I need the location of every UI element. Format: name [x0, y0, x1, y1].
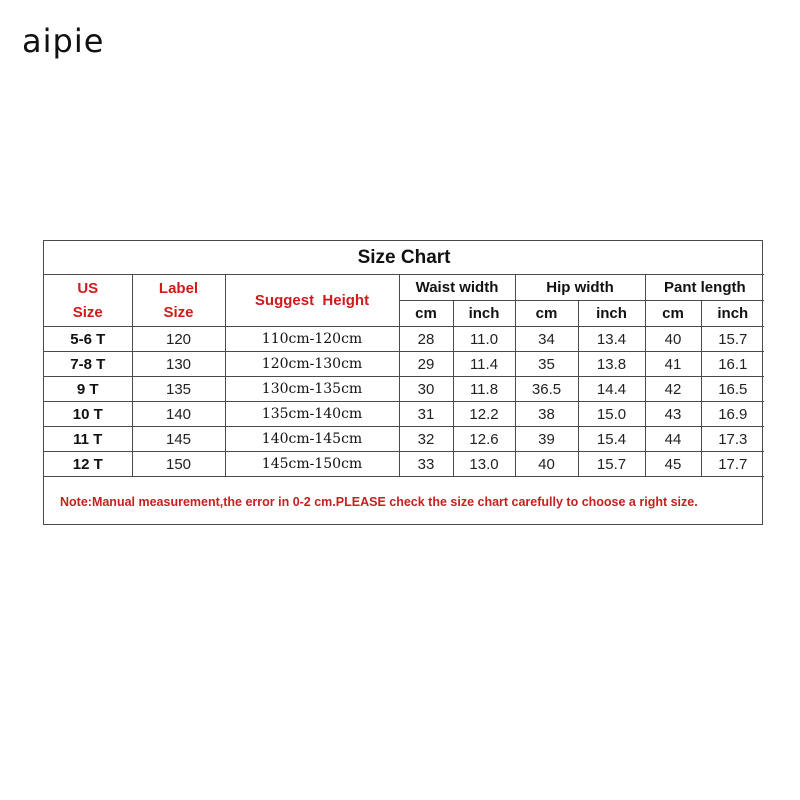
us-size-cell: 11 T	[44, 427, 132, 452]
pant-cm-cell: 43	[645, 402, 701, 427]
measurement-note: Note:Manual measurement,the error in 0-2 cm.PLEASE check the size chart carefully to choose a right size.	[44, 477, 764, 528]
us-size-cell: 7-8 T	[44, 352, 132, 377]
hip-cm-cell: 35	[515, 352, 578, 377]
hip-inch-cell: 14.4	[578, 377, 645, 402]
pant-cm-cell: 44	[645, 427, 701, 452]
header-waist-width: Waist width	[399, 275, 515, 301]
hip-inch-cell: 15.7	[578, 452, 645, 477]
header-pant-cm: cm	[645, 301, 701, 327]
header-us-size	[44, 275, 132, 327]
size-chart-table	[43, 240, 763, 525]
height-cell: 145cm-150cm	[225, 452, 399, 477]
table-row	[44, 377, 764, 402]
waist-inch-cell: 12.2	[453, 402, 515, 427]
header-label-size-line2: Size	[163, 303, 194, 321]
pant-cm-cell: 40	[645, 327, 701, 352]
table-row	[44, 402, 764, 427]
hip-cm-cell: 34	[515, 327, 578, 352]
waist-cm-cell: 30	[399, 377, 453, 402]
waist-cm-cell: 33	[399, 452, 453, 477]
pant-inch-cell: 17.3	[701, 427, 764, 452]
table-row	[44, 452, 764, 477]
hip-cm-cell: 38	[515, 402, 578, 427]
waist-inch-cell: 11.4	[453, 352, 515, 377]
label-size-cell: 140	[132, 402, 225, 427]
label-size-cell: 150	[132, 452, 225, 477]
waist-cm-cell: 29	[399, 352, 453, 377]
header-suggest-height: Suggest Height	[225, 275, 399, 327]
waist-inch-cell: 11.0	[453, 327, 515, 352]
table-row	[44, 352, 764, 377]
height-cell: 140cm-145cm	[225, 427, 399, 452]
pant-inch-cell: 16.9	[701, 402, 764, 427]
height-cell: 110cm-120cm	[225, 327, 399, 352]
waist-cm-cell: 32	[399, 427, 453, 452]
hip-cm-cell: 36.5	[515, 377, 578, 402]
header-hip-width: Hip width	[515, 275, 645, 301]
hip-inch-cell: 15.0	[578, 402, 645, 427]
pant-cm-cell: 41	[645, 352, 701, 377]
us-size-cell: 10 T	[44, 402, 132, 427]
height-cell: 135cm-140cm	[225, 402, 399, 427]
pant-cm-cell: 42	[645, 377, 701, 402]
label-size-cell: 120	[132, 327, 225, 352]
table-row	[44, 327, 764, 352]
hip-inch-cell: 15.4	[578, 427, 645, 452]
pant-inch-cell: 16.5	[701, 377, 764, 402]
header-waist-cm: cm	[399, 301, 453, 327]
header-label-size-line1: Label	[158, 279, 199, 297]
us-size-cell: 12 T	[44, 452, 132, 477]
brand-logo: aipie	[22, 22, 105, 60]
header-label-size	[132, 275, 225, 327]
waist-cm-cell: 31	[399, 402, 453, 427]
hip-inch-cell: 13.4	[578, 327, 645, 352]
table-row	[44, 427, 764, 452]
label-size-cell: 135	[132, 377, 225, 402]
height-cell: 130cm-135cm	[225, 377, 399, 402]
height-cell: 120cm-130cm	[225, 352, 399, 377]
hip-inch-cell: 13.8	[578, 352, 645, 377]
us-size-cell: 5-6 T	[44, 327, 132, 352]
label-size-cell: 145	[132, 427, 225, 452]
pant-cm-cell: 45	[645, 452, 701, 477]
waist-inch-cell: 12.6	[453, 427, 515, 452]
waist-cm-cell: 28	[399, 327, 453, 352]
waist-inch-cell: 11.8	[453, 377, 515, 402]
header-hip-cm: cm	[515, 301, 578, 327]
waist-inch-cell: 13.0	[453, 452, 515, 477]
label-size-cell: 130	[132, 352, 225, 377]
pant-inch-cell: 15.7	[701, 327, 764, 352]
hip-cm-cell: 40	[515, 452, 578, 477]
chart-title: Size Chart	[44, 241, 764, 275]
pant-inch-cell: 16.1	[701, 352, 764, 377]
header-waist-inch: inch	[453, 301, 515, 327]
us-size-cell: 9 T	[44, 377, 132, 402]
pant-inch-cell: 17.7	[701, 452, 764, 477]
header-us-size-line2: Size	[72, 303, 103, 321]
header-hip-inch: inch	[578, 301, 645, 327]
hip-cm-cell: 39	[515, 427, 578, 452]
header-us-size-line1: US	[77, 279, 99, 297]
header-pant-length: Pant length	[645, 275, 764, 301]
header-pant-inch: inch	[701, 301, 764, 327]
